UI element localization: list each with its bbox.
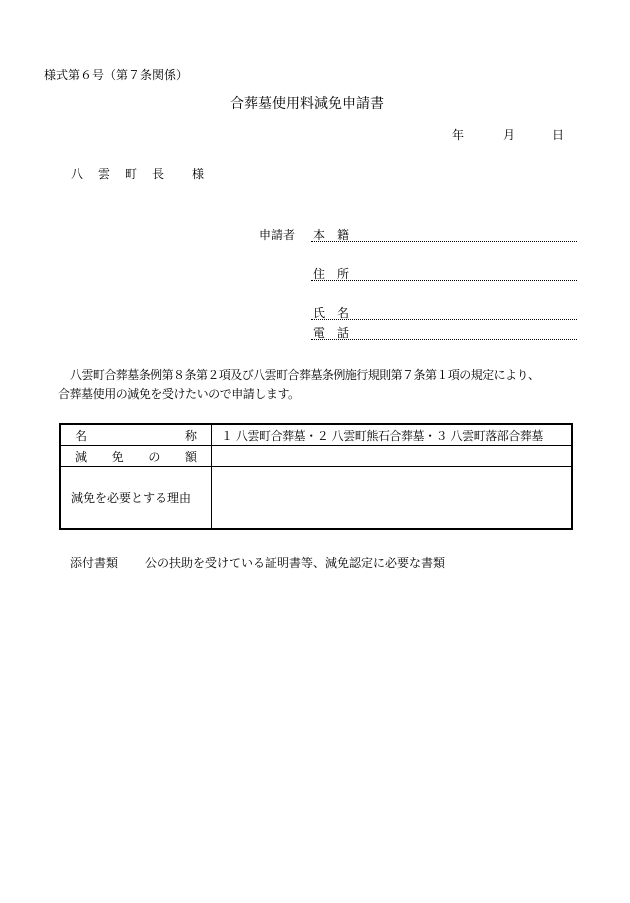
date-year-label: 年 <box>452 128 465 142</box>
address-input-line[interactable] <box>311 280 577 281</box>
attachments-label: 添付書類 <box>70 556 119 570</box>
honseki-input-line[interactable] <box>311 241 577 242</box>
table-label-cell <box>60 424 212 446</box>
label-char: 免 <box>111 449 124 464</box>
date-day-label: 日 <box>552 128 565 142</box>
field-label-char: 話 <box>337 326 350 340</box>
attachments-text: 公の扶助を受けている証明書等、減免認定に必要な書類 <box>145 556 446 570</box>
table-row <box>60 467 572 530</box>
field-label-char: 住 <box>313 267 326 281</box>
document-title: 合葬墓使用料減免申請書 <box>230 96 384 112</box>
field-label-char: 名 <box>337 306 350 320</box>
table-label-cell <box>60 467 212 530</box>
field-label-char: 電 <box>313 326 326 340</box>
phone-input-line[interactable] <box>311 339 577 340</box>
applicant-label: 申請者 <box>259 228 296 242</box>
field-label-char: 所 <box>337 267 350 281</box>
facility-name-cell[interactable]: １ 八雲町合葬墓・２ 八雲町熊石合葬墓・３ 八雲町落部合葬墓 <box>212 424 573 446</box>
label-char: 減 <box>75 449 88 464</box>
reason-cell[interactable] <box>212 467 573 530</box>
addressee-char: 町 <box>125 167 138 181</box>
reason-label: 減免を必要とする理由 <box>71 491 192 505</box>
name-input-line[interactable] <box>311 319 577 320</box>
form-number: 様式第６号（第７条関係） <box>44 68 189 82</box>
addressee-honorific: 様 <box>192 167 205 181</box>
label-char: 額 <box>184 449 197 464</box>
table-row <box>60 446 572 467</box>
table-row <box>60 424 572 446</box>
label-char: 名 <box>75 428 88 443</box>
body-text-line-2: 合葬墓使用の減免を受けたいので申請します。 <box>58 387 300 401</box>
field-label-char: 本 <box>313 228 326 242</box>
table-label-cell <box>60 446 212 467</box>
body-text-line-1: 八雲町合葬墓条例第８条第２項及び八雲町合葬墓条例施行規則第７条第１項の規定により、 <box>70 368 540 382</box>
addressee-char: 八 <box>71 167 84 181</box>
label-char: の <box>148 449 161 464</box>
field-label-char: 籍 <box>337 228 350 242</box>
reduction-amount-cell[interactable] <box>212 446 573 467</box>
label-char: 称 <box>184 428 197 443</box>
addressee-char: 長 <box>152 167 165 181</box>
application-table <box>59 423 573 530</box>
addressee-char: 雲 <box>98 167 111 181</box>
field-label-char: 氏 <box>313 306 326 320</box>
date-month-label: 月 <box>503 128 516 142</box>
